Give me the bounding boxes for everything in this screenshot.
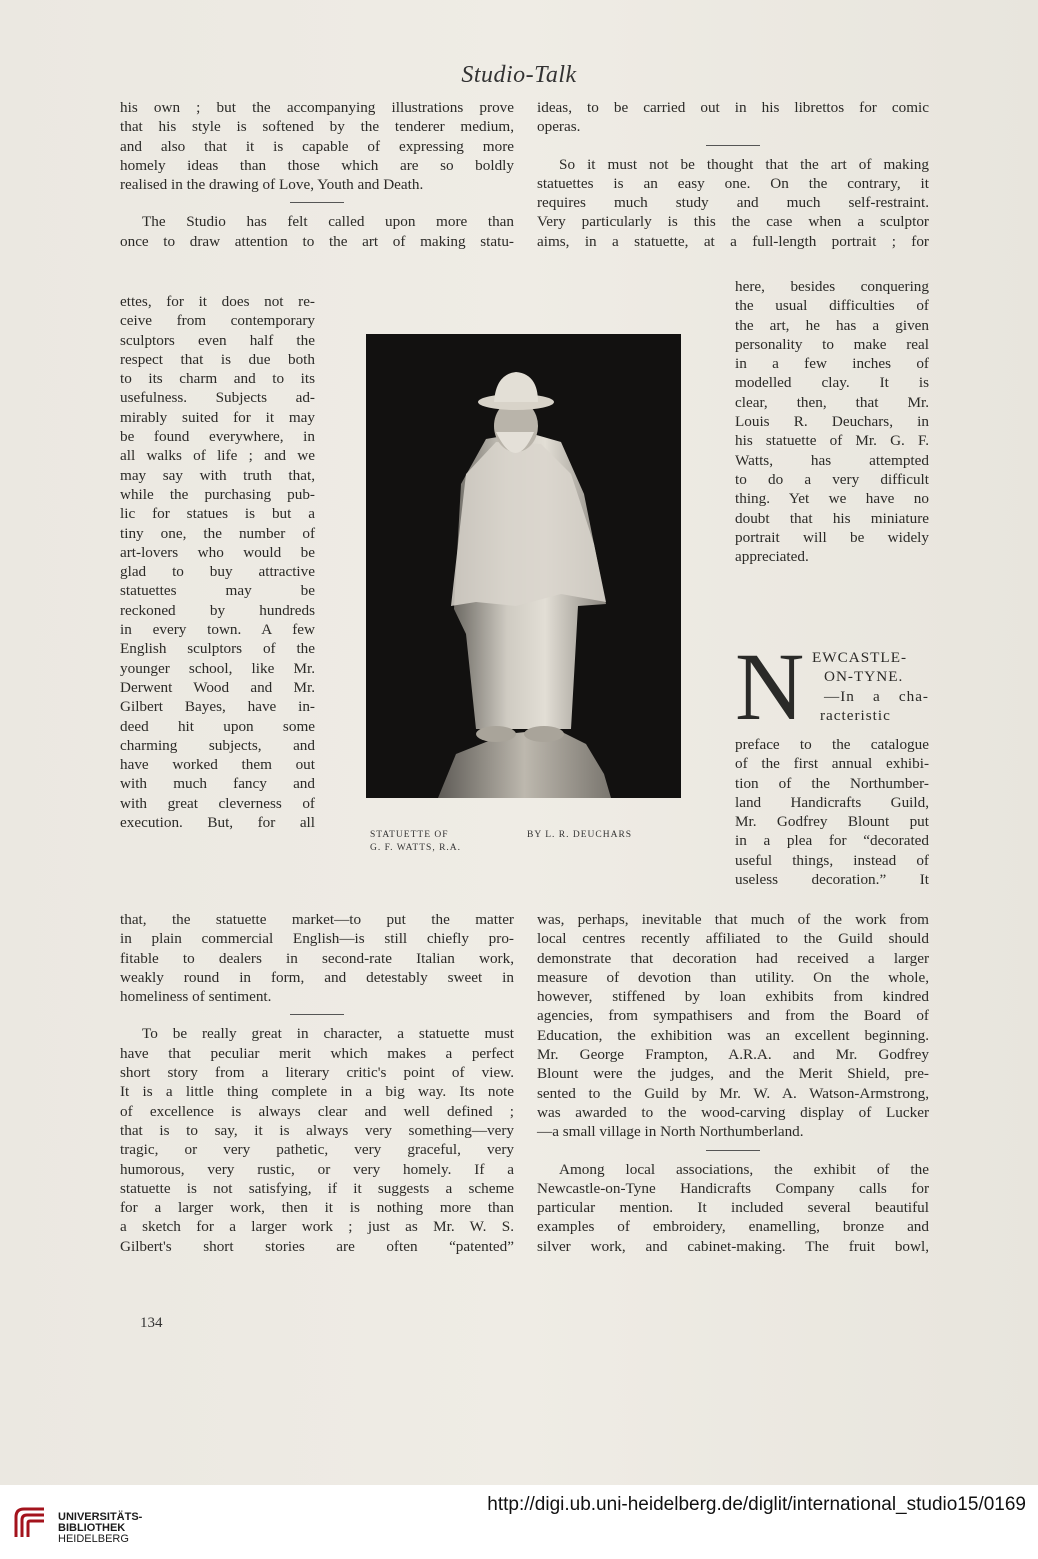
text-line: —In a cha- [824, 687, 929, 705]
text-line: demonstrate that decoration had received a larger [537, 949, 929, 967]
text-line: preface to the catalogue [735, 736, 929, 753]
text-line: local centres recently affiliated to the Guild should [537, 930, 929, 948]
text-line: while the purchasing pub- [120, 485, 315, 503]
text-line: sented to the Guild by Mr. W. A. Watson-Armstrong, [537, 1084, 929, 1102]
page-number: 134 [140, 1315, 163, 1331]
newcastle-narrow-text [735, 735, 929, 889]
text-line: glad to buy attractive [120, 563, 315, 581]
figure-caption-right: BY L. R. DEUCHARS [527, 830, 633, 840]
text-line: his own ; but the accompanying illustrations prove [120, 99, 514, 116]
text-line: operas. [537, 118, 581, 136]
text-line: useless decoration.” It [735, 871, 929, 889]
text-line: Among local associations, the exhibit of the [559, 1160, 929, 1178]
text-line: was awarded to the wood-carving display of Lucker [537, 1103, 929, 1121]
text-line: tiny one, the number of [120, 524, 315, 542]
section-rule [290, 1014, 344, 1015]
text-line: respect that is due both [120, 350, 315, 368]
text-line: Mr. Godfrey Blount put [735, 813, 929, 831]
text-line: Very particularly is this the case when a sculptor [537, 213, 929, 231]
text-line: have that peculiar merit which makes a perfect [120, 1044, 514, 1062]
text-line: Gilbert's short stories are often “patented” [120, 1237, 514, 1255]
text-line: thing. Yet we have no [735, 490, 929, 508]
text-line: that is to say, it is always very something—very [120, 1121, 514, 1139]
text-line: the usual difficulties of [735, 297, 929, 315]
text-line: reckoned by hundreds [120, 601, 315, 619]
text-line: statuettes may be [120, 582, 315, 600]
text-line: deed hit upon some [120, 717, 315, 735]
text-line: ettes, for it does not re- [120, 293, 315, 310]
text-line: Watts, has attempted [735, 451, 929, 469]
text-line: homeliness of sentiment. [120, 988, 272, 1006]
right-column-lower [537, 910, 929, 1256]
text-line: for a larger work, then it is nothing more than [120, 1199, 514, 1217]
text-line: have worked them out [120, 756, 315, 774]
text-line: the art, he has a given [735, 316, 929, 334]
text-line: EWCASTLE- [812, 649, 908, 666]
text-line: in plain commercial English—is still chiefly pro- [120, 930, 514, 948]
text-line: a sketch for a larger work ; just as Mr. W. S. [120, 1218, 514, 1236]
text-line: mirably suited for it may [120, 408, 315, 426]
text-line: art-lovers who would be [120, 543, 315, 561]
text-line: to do a very difficult [735, 470, 929, 488]
text-line: appreciated. [735, 548, 809, 566]
text-line: personality to make real [735, 335, 929, 353]
text-line: ideas, to be carried out in his librettos for comic [537, 99, 929, 116]
text-line: measure of devotion than utility. On the whole, [537, 968, 929, 986]
text-line: humorous, very rustic, or very homely. If a [120, 1160, 514, 1178]
text-line: Newcastle-on-Tyne Handicrafts Company calls for [537, 1179, 929, 1197]
text-line: may say with truth that, [120, 466, 315, 484]
running-title: Studio-Talk [461, 62, 577, 88]
text-line: was, perhaps, inevitable that much of the work from [537, 911, 929, 928]
left-para-1 [120, 98, 514, 194]
text-line: Gilbert Bayes, have in- [120, 698, 315, 716]
text-line: ceive from contemporary [120, 312, 315, 330]
caption-line: STATUETTE OF [370, 830, 449, 840]
text-line: in a few inches of [735, 355, 929, 373]
text-line: To be really great in character, a statuette must [142, 1025, 514, 1043]
text-line: here, besides conquering [735, 278, 929, 295]
text-line: that his style is softened by the tenderer medium, [120, 118, 514, 136]
text-line: modelled clay. It is [735, 374, 929, 392]
section-rule [706, 145, 760, 146]
text-line: useful things, instead of [735, 851, 929, 869]
left-para-2-full [120, 212, 514, 251]
text-line: of the first annual exhibi- [735, 755, 929, 773]
caption-line: G. F. WATTS, R.A. [370, 843, 462, 853]
library-line: HEIDELBERG [58, 1533, 129, 1545]
text-line: aims, in a statuette, at a full-length portrait ; for [537, 232, 929, 250]
text-line: once to draw attention to the art of making statu- [120, 232, 514, 250]
text-line: tion of the Northumber- [735, 774, 929, 792]
text-line: The Studio has felt called upon more than [142, 213, 514, 231]
text-line: lic for statues is but a [120, 505, 315, 523]
text-line: ON-TYNE. [824, 668, 904, 686]
text-line: charming subjects, and [120, 736, 315, 754]
text-line: silver work, and cabinet-making. The fruit bowl, [537, 1237, 929, 1255]
text-line: be found everywhere, in [120, 428, 315, 446]
text-line: short story from a literary critic's point of view. [120, 1064, 514, 1082]
figure-caption-left [370, 829, 461, 855]
text-line: younger school, like Mr. [120, 659, 315, 677]
text-line: that, the statuette market—to put the matter [120, 911, 514, 928]
library-line: UNIVERSITÄTS- [58, 1511, 143, 1523]
text-line: portrait will be widely [735, 528, 929, 546]
text-line: Louis R. Deuchars, in [735, 413, 929, 431]
text-line: with great cleverness of [120, 794, 315, 812]
section-rule [290, 202, 344, 203]
text-line: and also that it is capable of expressing more [120, 137, 514, 155]
text-line: Derwent Wood and Mr. [120, 678, 315, 696]
text-line: particular mention. It included several beautiful [537, 1199, 929, 1217]
text-line: statuette is not satisfying, if it suggests a scheme [120, 1179, 514, 1197]
text-line: in every town. A few [120, 621, 315, 639]
left-column [120, 98, 514, 251]
text-line: with much fancy and [120, 775, 315, 793]
left-para-3 [120, 1024, 514, 1256]
text-line: of excellence is always clear and well defined ; [120, 1102, 514, 1120]
text-line: tragic, or very pathetic, very graceful, very [120, 1141, 514, 1159]
text-line: Blount were the judges, and the Merit Shield, pre- [537, 1065, 929, 1083]
text-line: Mr. George Frampton, A.R.A. and Mr. Godfrey [537, 1046, 929, 1064]
text-line: doubt that his miniature [735, 509, 929, 527]
text-line: English sculptors of the [120, 640, 315, 658]
library-logo-icon [10, 1503, 50, 1543]
text-line: all walks of life ; and we [120, 447, 315, 465]
text-line: So it must not be thought that the art of making [559, 155, 929, 173]
text-line: examples of embroidery, enamelling, bronze and [537, 1218, 929, 1236]
text-line: requires much study and much self-restraint. [537, 194, 929, 212]
left-narrow-text [120, 292, 315, 832]
text-line: realised in the drawing of Love, Youth and Death. [120, 176, 424, 194]
right-column [537, 98, 929, 251]
drop-cap-adjacent-text [812, 648, 929, 725]
library-line: BIBLIOTHEK [58, 1522, 126, 1534]
text-line: weakly round in form, and detestably sweet in [120, 968, 514, 986]
source-url-link[interactable]: http://digi.ub.uni-heidelberg.de/diglit/international_studio15/0169 [487, 1494, 1026, 1515]
statuette-figure-icon [366, 334, 681, 798]
text-line: sculptors even half the [120, 331, 315, 349]
statuette-photograph [366, 334, 681, 798]
library-name [58, 1512, 142, 1545]
text-line: to its charm and to its [120, 370, 315, 388]
text-line: —a small village in North Northumberland. [537, 1123, 804, 1141]
text-line: agencies, from sympathisers and from the Board of [537, 1007, 929, 1025]
left-column-lower [120, 910, 514, 1256]
text-line: usefulness. Subjects ad- [120, 389, 315, 407]
text-line: It is a little thing complete in a big way. Its note [120, 1083, 514, 1101]
text-line: his statuette of Mr. G. F. [735, 432, 929, 450]
text-line: Education, the exhibition was an excellent beginning. [537, 1026, 929, 1044]
text-line: land Handicrafts Guild, [735, 793, 929, 811]
text-line: statuettes is an easy one. On the contrary, it [537, 174, 929, 192]
text-line: racteristic [820, 706, 891, 724]
text-line: fitable to dealers in second-rate Italian work, [120, 949, 514, 967]
text-line: homely ideas than those which are so boldly [120, 156, 514, 174]
section-rule [706, 1150, 760, 1151]
text-line: in a plea for “decorated [735, 832, 929, 850]
text-line: however, stiffened by loan exhibits from kindred [537, 988, 929, 1006]
text-line: execution. But, for all [120, 814, 315, 832]
right-narrow-text [735, 277, 929, 566]
text-line: clear, then, that Mr. [735, 393, 929, 411]
drop-cap: N [735, 633, 805, 740]
